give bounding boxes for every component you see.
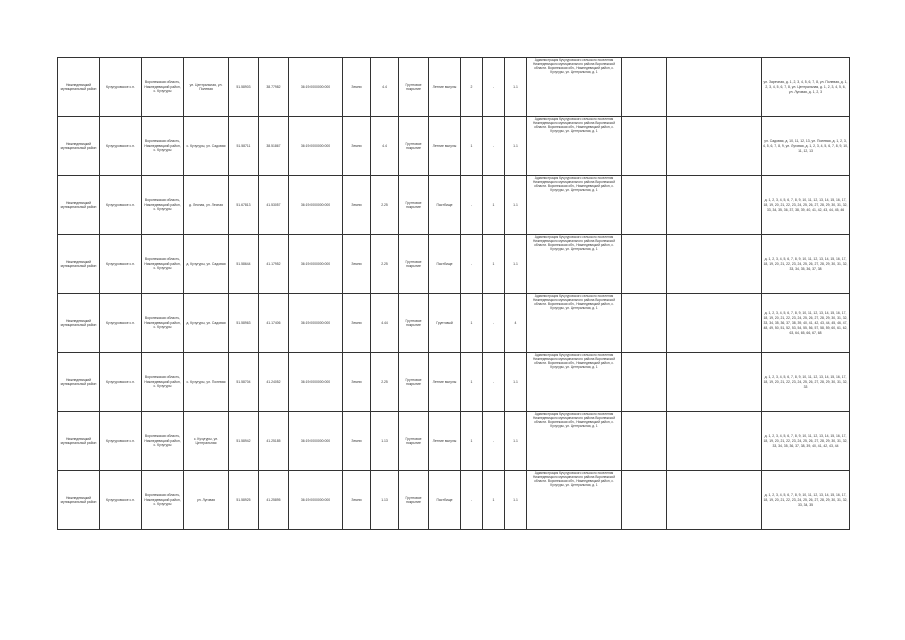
cell-empty [622,58,667,117]
cell-c1: 1 [461,117,483,176]
cell-purpose: Летние выгулы [429,353,461,412]
cell-area: 2.25 [371,176,399,235]
cell-district: Нижнедевицкий муниципальный район [58,117,100,176]
cell-cadastral: 36:19:0000000:000 [289,117,343,176]
cell-address: Воронежская область, Нижнедевицкий район, с. Кучугуры [142,471,184,530]
cell-settlement: Кучугуровское с.п. [100,176,142,235]
cell-lon: 41.53057 [259,176,289,235]
cell-address: Воронежская область, Нижнедевицкий район, с. Кучугуры [142,412,184,471]
cell-empty [667,471,762,530]
cell-c1: 2 [461,58,483,117]
cell-lots: ул. Заречная, д. 1, 2, 3, 4, 5, 6, 7, 8, ул. Полевая, д. 1, 2, 3, 4, 5, 6, 7, 8, ул. Центральная, д. 1, 2, 3, 4, 5, 6, ул. Луговая, д. 1, 2, 3 [762,58,850,117]
cell-settlement: Кучугуровское с.п. [100,353,142,412]
cell-c1: 1 [461,294,483,353]
cell-lots: д. 1, 2, 3, 4, 5, 6, 7, 8, 9, 10, 11, 12, 13, 14, 15, 16, 17, 18, 19, 20, 21, 22, 23, 24, 25, 26, 27, 28, 29, 30, 31, 32, 33, 34, 35 [762,471,850,530]
cell-lon: 41.17406 [259,294,289,353]
cell-lon: 41.25185 [259,412,289,471]
cell-empty [667,117,762,176]
cell-cadastral: 36:19:0000000:000 [289,412,343,471]
cell-c2: - [483,353,505,412]
cell-empty [622,294,667,353]
cell-area_type: Земли [343,58,371,117]
cell-area_type: Земли [343,117,371,176]
cell-lon: 41.24052 [259,353,289,412]
cell-area: 2.25 [371,235,399,294]
cell-location: д. Лесная, ул. Лесная [184,176,229,235]
cell-org: Администрация Кучугуровского сельского поселения Нижнедевицкого муниципального района Воронежской области. Воронежская обл., Нижнедевицкий район, с. Кучугуры, ул. Центральная, д. 1 [527,353,622,412]
cell-org: Администрация Кучугуровского сельского поселения Нижнедевицкого муниципального района Воронежской области. Воронежская обл., Нижнедевицкий район, с. Кучугуры, ул. Центральная, д. 1 [527,235,622,294]
cell-district: Нижнедевицкий муниципальный район [58,235,100,294]
cell-area: 4.4 [371,117,399,176]
table-row [58,294,850,353]
cell-empty [622,412,667,471]
cell-kind: Грунтовое покрытие [399,471,429,530]
cell-c3: 1.1 [505,58,527,117]
cell-org: Администрация Кучугуровского сельского поселения Нижнедевицкого муниципального района Воронежской области. Воронежская обл., Нижнедевицкий район, с. Кучугуры, ул. Центральная, д. 1 [527,294,622,353]
cell-c2: 1 [483,176,505,235]
cell-kind: Грунтовое покрытие [399,412,429,471]
table-row [58,471,850,530]
cell-district: Нижнедевицкий муниципальный район [58,353,100,412]
cell-kind: Грунтовое покрытие [399,176,429,235]
cell-area_type: Земли [343,353,371,412]
cell-empty [622,117,667,176]
cell-area_type: Земли [343,471,371,530]
cell-c3: 4 [505,294,527,353]
cell-cadastral: 36:19:0000000:000 [289,294,343,353]
cell-empty [667,176,762,235]
cell-empty [622,471,667,530]
cell-lat: 51.58704 [229,353,259,412]
cell-c1: 1 [461,412,483,471]
cell-address: Воронежская область, Нижнедевицкий район, с. Кучугуры [142,117,184,176]
cell-c3: 1.1 [505,353,527,412]
cell-location: д. Кучугуры, ул. Садовая [184,294,229,353]
cell-c2: 1 [483,471,505,530]
cell-district: Нижнедевицкий муниципальный район [58,176,100,235]
cell-settlement: Кучугуровское с.п. [100,58,142,117]
cell-c2: 1 [483,235,505,294]
cell-lon: 38.77982 [259,58,289,117]
cell-org: Администрация Кучугуровского сельского поселения Нижнедевицкого муниципального района Воронежской области. Воронежская обл., Нижнедевицкий район, с. Кучугуры, ул. Центральная, д. 1 [527,412,622,471]
cell-lots: д. 1, 2, 3, 4, 5, 6, 7, 8, 9, 10, 11, 12, 13, 14, 15, 16, 17, 18, 19, 20, 21, 22, 23, 24, 25, 26, 27, 28, 29, 30, 31, 32, 33 [762,353,850,412]
cell-c3: 1.1 [505,176,527,235]
cell-empty [622,353,667,412]
table-row [58,58,850,117]
cell-kind: Грунтовое покрытие [399,117,429,176]
cell-location: ул. Центральная, ул. Полевая [184,58,229,117]
cell-c1: - [461,176,483,235]
cell-lat: 51.58963 [229,294,259,353]
cell-lat: 51.58711 [229,117,259,176]
cell-purpose: Грунтовый [429,294,461,353]
cell-district: Нижнедевицкий муниципальный район [58,58,100,117]
cell-lon: 41.17952 [259,235,289,294]
cell-settlement: Кучугуровское с.п. [100,117,142,176]
table-row [58,235,850,294]
cell-lat: 51.67813 [229,176,259,235]
cell-lots: д. 1, 2, 3, 4, 5, 6, 7, 8, 9, 10, 11, 12, 13, 14, 15, 16, 17, 18, 19, 20, 21, 22, 23, 24, 25, 26, 27, 28, 29, 30, 31, 32, 33, 34, 35, 36, 37, 38, 39, 40, 41, 42, 43, 44, 45, 46 [762,176,850,235]
cell-cadastral: 36:19:0000000:000 [289,471,343,530]
cell-c3: 1.1 [505,117,527,176]
cell-cadastral: 36:19:0000000:000 [289,58,343,117]
cell-empty [622,235,667,294]
cell-cadastral: 36:19:0000000:000 [289,235,343,294]
cell-district: Нижнедевицкий муниципальный район [58,294,100,353]
cell-c3: 1.1 [505,471,527,530]
cell-location: ул. Луговая [184,471,229,530]
cell-c2: - [483,294,505,353]
cell-settlement: Кучугуровское с.п. [100,235,142,294]
cell-c3: 1.1 [505,412,527,471]
cell-settlement: Кучугуровское с.п. [100,471,142,530]
cell-address: Воронежская область, Нижнедевицкий район, с. Кучугуры [142,176,184,235]
cell-area: 2.25 [371,353,399,412]
cell-location: с. Кучугуры, ул. Полевая [184,353,229,412]
document-page [57,57,849,531]
cell-area_type: Земли [343,412,371,471]
cell-c2: - [483,58,505,117]
cell-purpose: Пастбище [429,235,461,294]
cell-org: Администрация Кучугуровского сельского поселения Нижнедевицкого муниципального района Воронежской области. Воронежская обл., Нижнедевицкий район, с. Кучугуры, ул. Центральная, д. 1 [527,58,622,117]
cell-cadastral: 36:19:0000000:000 [289,176,343,235]
cell-purpose: Летние выгулы [429,117,461,176]
cell-cadastral: 36:19:0000000:000 [289,353,343,412]
cell-c1: - [461,235,483,294]
table-row [58,117,850,176]
cell-purpose: Летние выгулы [429,412,461,471]
cell-area_type: Земли [343,294,371,353]
cell-area_type: Земли [343,235,371,294]
cell-area_type: Земли [343,176,371,235]
cell-area: 1.13 [371,412,399,471]
cell-address: Воронежская область, Нижнедевицкий район, с. Кучугуры [142,235,184,294]
cell-empty [667,412,762,471]
cell-address: Воронежская область, Нижнедевицкий район, с. Кучугуры [142,353,184,412]
cell-kind: Грунтовое покрытие [399,353,429,412]
cell-empty [622,176,667,235]
table-row [58,412,850,471]
cell-location: д. Кучугуры, ул. Садовая [184,235,229,294]
cell-empty [667,353,762,412]
cell-c1: - [461,471,483,530]
cell-c3: 1.1 [505,235,527,294]
cell-area: 4.4 [371,58,399,117]
cell-lat: 51.58644 [229,235,259,294]
cell-empty [667,235,762,294]
cell-address: Воронежская область, Нижнедевицкий район, с. Кучугуры [142,58,184,117]
cell-lat: 51.58925 [229,471,259,530]
cell-location: с. Кучугуры, ул. Центральная [184,412,229,471]
table-body [58,58,850,530]
cell-settlement: Кучугуровское с.п. [100,412,142,471]
cell-district: Нижнедевицкий муниципальный район [58,471,100,530]
cell-area: 1.13 [371,471,399,530]
cell-lon: 38.51867 [259,117,289,176]
cell-lots: ул. Садовая, д. 10, 11, 12, 13, ул. Полевая, д. 1, 2, 3, 4, 5, 6, 7, 8, 9, ул. Луговая, д. 1, 2, 3, 4, 5, 6, 7, 8, 9, 10, 11, 12, 13 [762,117,850,176]
cell-kind: Грунтовое покрытие [399,235,429,294]
cell-c2: - [483,412,505,471]
register-table [57,57,850,530]
cell-area: 4.44 [371,294,399,353]
cell-lat: 51.58903 [229,58,259,117]
cell-settlement: Кучугуровское с.п. [100,294,142,353]
cell-district: Нижнедевицкий муниципальный район [58,412,100,471]
table-row [58,353,850,412]
cell-kind: Грунтовое покрытие [399,58,429,117]
cell-purpose: Летние выгулы [429,58,461,117]
cell-lots: д. 1, 2, 3, 4, 5, 6, 7, 8, 9, 10, 11, 12, 13, 14, 15, 16, 17, 18, 19, 20, 21, 22, 23, 24, 25, 26, 27, 28, 29, 30, 31, 32, 33, 34, 35, 36, 37, 38 [762,235,850,294]
cell-purpose: Пастбище [429,176,461,235]
cell-address: Воронежская область, Нижнедевицкий район, с. Кучугуры [142,294,184,353]
cell-kind: Грунтовое покрытие [399,294,429,353]
cell-c2: - [483,117,505,176]
cell-org: Администрация Кучугуровского сельского поселения Нижнедевицкого муниципального района Воронежской области. Воронежская обл., Нижнедевицкий район, с. Кучугуры, ул. Центральная, д. 1 [527,176,622,235]
cell-org: Администрация Кучугуровского сельского поселения Нижнедевицкого муниципального района Воронежской области. Воронежская обл., Нижнедевицкий район, с. Кучугуры, ул. Центральная, д. 1 [527,471,622,530]
cell-empty [667,294,762,353]
cell-lon: 41.25895 [259,471,289,530]
cell-empty [667,58,762,117]
cell-lots: д. 1, 2, 3, 4, 5, 6, 7, 8, 9, 10, 11, 12, 13, 14, 15, 16, 17, 18, 19, 20, 21, 22, 23, 24, 25, 26, 27, 28, 29, 30, 31, 32, 33, 34, 35, 36, 37, 38, 39, 40, 41, 42, 43, 44 [762,412,850,471]
table-row [58,176,850,235]
cell-location: с. Кучугуры, ул. Садовая [184,117,229,176]
cell-org: Администрация Кучугуровского сельского поселения Нижнедевицкого муниципального района Воронежской области. Воронежская обл., Нижнедевицкий район, с. Кучугуры, ул. Центральная, д. 1 [527,117,622,176]
cell-c1: 1 [461,353,483,412]
cell-lots: д. 1, 2, 3, 4, 5, 6, 7, 8, 9, 10, 11, 12, 13, 14, 15, 16, 17, 18, 19, 20, 21, 22, 23, 24, 25, 26, 27, 28, 29, 30, 31, 32, 33, 34, 35, 36, 37, 38, 39, 40, 41, 42, 43, 44, 45, 46, 47, 48, 49, 50, 51, 52, 53, 54, 55, 56, 57, 58, 59, 60, 61, 62, 63, 64, 65, 66, 67, 68 [762,294,850,353]
cell-purpose: Пастбище [429,471,461,530]
cell-lat: 51.58942 [229,412,259,471]
